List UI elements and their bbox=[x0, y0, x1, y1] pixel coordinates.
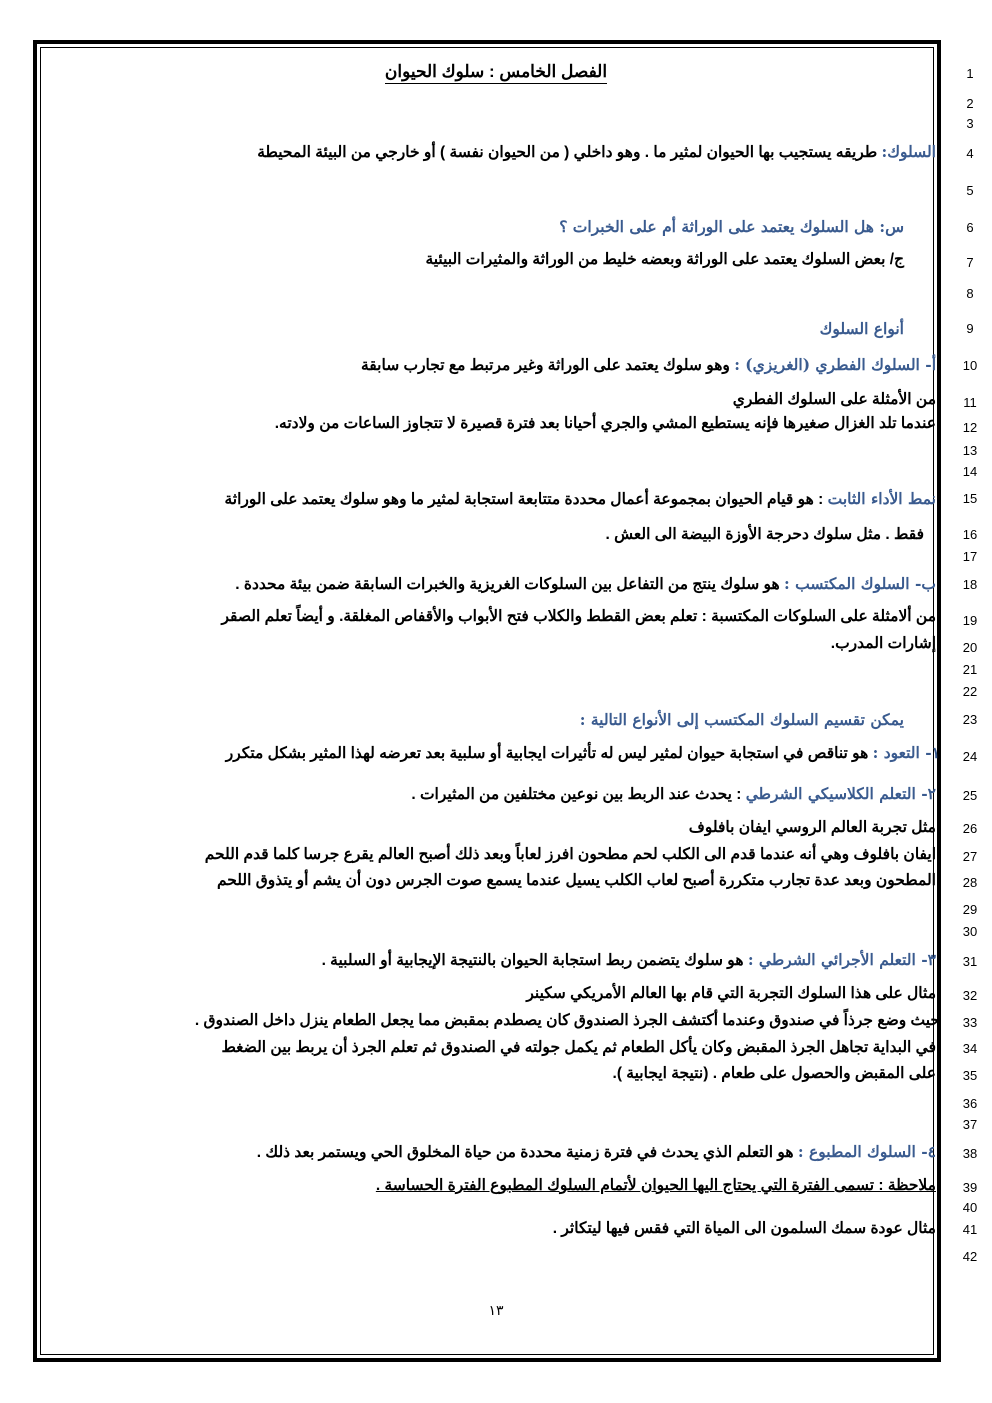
line-number: 4 bbox=[966, 146, 974, 161]
page-number: ١٣ bbox=[488, 1302, 504, 1318]
line-number: 22 bbox=[962, 684, 978, 699]
line-number: 37 bbox=[962, 1117, 978, 1132]
line-number: 35 bbox=[962, 1068, 978, 1083]
fixed-action-text: : هو قيام الحيوان بمجموعة أعمال محددة متتابعة استجابة لمثير ما وهو سلوك يعتمد على الوراثة bbox=[224, 491, 828, 508]
imprinting-text: هو التعلم الذي يحدث في فترة زمنية محددة من حياة المخلوق الحي ويستمر بعد ذلك . bbox=[256, 1144, 798, 1161]
line-number: 38 bbox=[962, 1146, 978, 1161]
classical-example-2: ايفان بافلوف وهي أنه عندما قدم الى الكلب لحم مطحون افرز لعاباً وبعد ذلك أصبح العالم يقرع جرسا كلما قدم اللحم bbox=[204, 846, 936, 863]
line-number: 25 bbox=[962, 788, 978, 803]
acquired-example-1: من ألامثلة على السلوكات المكتسبة : تعلم بعض القطط والكلاب فتح الأبواب والأقفاص المغلقة. و أيضاً تعلم الصقر bbox=[221, 608, 936, 625]
operant-text: هو سلوك يتضمن ربط استجابة الحيوان بالنتيجة الإيجابية أو السلبية . bbox=[321, 952, 748, 969]
acquired-term: ب- السلوك المكتسب : bbox=[784, 574, 936, 593]
behavior-text: طريقه يستجيب بها الحيوان لمثير ما . وهو داخلي ( من الحيوان نفسة ) أو خارجي من البيئة المحيطة bbox=[257, 144, 882, 161]
division-heading bbox=[580, 711, 904, 730]
fixed-action-definition bbox=[224, 490, 936, 509]
line-number: 41 bbox=[962, 1222, 978, 1237]
line-number: 5 bbox=[966, 183, 974, 198]
classical-example-1: مثل تجربة العالم الروسي ايفان بافلوف bbox=[688, 819, 936, 836]
operant-example-4: على المقبض والحصول على طعام . (نتيجة ايجابية ). bbox=[612, 1065, 936, 1082]
line-number: 15 bbox=[962, 491, 978, 506]
line-number: 26 bbox=[962, 821, 978, 836]
line-number: 1 bbox=[966, 66, 974, 81]
operant-term: ٣- التعلم الأجرائي الشرطي : bbox=[747, 950, 936, 969]
types-heading-text: أنواع السلوك bbox=[819, 319, 904, 338]
line-number: 27 bbox=[962, 849, 978, 864]
line-number: 23 bbox=[962, 712, 978, 727]
operant-definition bbox=[322, 951, 936, 970]
line-number: 29 bbox=[962, 902, 978, 917]
innate-term: أ- السلوك الفطري (الغريزي) : bbox=[734, 355, 936, 374]
line-number: 34 bbox=[962, 1041, 978, 1056]
fixed-action-example: فقط . مثل سلوك دحرجة الأوزة البيضة الى العش . bbox=[605, 526, 924, 543]
types-heading bbox=[820, 320, 904, 339]
classical-definition bbox=[411, 785, 936, 804]
line-number: 7 bbox=[966, 255, 974, 270]
habituation-term: ١- التعود : bbox=[872, 743, 940, 762]
imprinting-term: ٤- السلوك المطبوع : bbox=[797, 1142, 936, 1161]
line-number: 30 bbox=[962, 924, 978, 939]
line-number: 11 bbox=[963, 395, 977, 410]
habituation-definition bbox=[226, 744, 940, 763]
line-number: 40 bbox=[962, 1200, 978, 1215]
innate-text: وهو سلوك يعتمد على الوراثة وغير مرتبط مع تجارب سابقة bbox=[361, 357, 735, 374]
line-number: 16 bbox=[962, 527, 978, 542]
innate-example-intro: من الأمثلة على السلوك الفطري bbox=[732, 391, 936, 408]
division-heading-text: يمكن تقسيم السلوك المكتسب إلى الأنواع التالية : bbox=[579, 710, 904, 729]
classical-term: ٢- التعلم الكلاسيكي الشرطي bbox=[745, 784, 936, 803]
question-text: س: هل السلوك يعتمد على الوراثة أم على الخبرات ؟ bbox=[559, 217, 904, 236]
title-separator: : bbox=[484, 62, 500, 81]
line-number: 14 bbox=[962, 464, 978, 479]
line-number: 33 bbox=[962, 1015, 978, 1030]
innate-definition bbox=[361, 356, 936, 375]
acquired-example-2: إشارات المدرب. bbox=[830, 635, 936, 652]
line-number: 24 bbox=[962, 749, 978, 764]
imprinting-example: مثال عودة سمك السلمون الى المياة التي فقس فيها ليتكاثر . bbox=[552, 1220, 936, 1237]
line-number: 10 bbox=[962, 358, 978, 373]
page-title bbox=[0, 62, 992, 82]
imprinting-note: ملاحظة : تسمى الفترة التي يحتاج اليها الحيوان لأتمام السلوك المطبوع الفترة الحساسة . bbox=[375, 1177, 936, 1194]
line-number: 36 bbox=[962, 1096, 978, 1111]
line-number: 17 bbox=[962, 549, 978, 564]
chapter-label: الفصل الخامس bbox=[499, 62, 608, 81]
line-number: 39 bbox=[962, 1180, 978, 1195]
behavior-term: السلوك: bbox=[881, 142, 936, 161]
line-number: 13 bbox=[962, 443, 978, 458]
operant-example-1: مثال على هذا السلوك التجربة التي قام بها العالم الأمريكي سكينر bbox=[526, 985, 936, 1002]
operant-example-2: حيث وضع جرذاً في صندوق وعندما أكتشف الجرذ الصندوق كان يصطدم بمقبض مما يجعل الطعام ينزل داخل الصندوق . bbox=[194, 1012, 940, 1029]
line-number: 18 bbox=[962, 577, 978, 592]
acquired-text: هو سلوك ينتج من التفاعل بين السلوكات الغريزية والخبرات السابقة ضمن بيئة محددة . bbox=[235, 576, 785, 593]
line-number: 3 bbox=[966, 116, 974, 131]
line-number: 8 bbox=[966, 286, 974, 301]
answer: ج/ بعض السلوك يعتمد على الوراثة وبعضه خليط من الوراثة والمثيرات البيئية bbox=[425, 251, 904, 268]
chapter-name: سلوك الحيوان bbox=[384, 62, 485, 81]
classical-text: : يحدث عند الربط بين نوعين مختلفين من المثيرات . bbox=[411, 786, 746, 803]
habituation-text: هو تناقص في استجابة حيوان لمثير ليس له تأثيرات ايجابية أو سلبية بعد تعرضه لهذا المثير بشكل متكرر bbox=[225, 745, 873, 762]
fixed-action-term: نمط الأداء الثابت bbox=[827, 489, 936, 508]
line-number: 9 bbox=[966, 321, 974, 336]
line-number: 28 bbox=[962, 875, 978, 890]
classical-example-3: المطحون وبعد عدة تجارب متكررة أصبح لعاب الكلب يسيل عندما يسمع صوت الجرس دون أن يشم أو يتذوق اللحم bbox=[216, 872, 936, 889]
line-number: 2 bbox=[966, 96, 974, 111]
behavior-definition bbox=[257, 143, 936, 162]
question bbox=[559, 218, 904, 237]
line-number: 12 bbox=[962, 420, 978, 435]
line-number: 6 bbox=[966, 220, 974, 235]
operant-example-3: في البداية تجاهل الجرذ المقبض وكان يأكل الطعام ثم يكمل جولته في الصندوق ثم تعلم الجرذ أن يربط بين الضغط bbox=[221, 1039, 936, 1056]
line-number: 31 bbox=[962, 954, 978, 969]
acquired-definition bbox=[235, 575, 936, 594]
line-number: 19 bbox=[962, 613, 978, 628]
innate-example: عندما تلد الغزال صغيرها فإنه يستطيع المشي والجري أحيانا بعد فترة قصيرة لا تتجاوز الساعات من ولادته. bbox=[274, 415, 936, 432]
line-number: 42 bbox=[962, 1249, 978, 1264]
imprinting-definition bbox=[257, 1143, 936, 1162]
line-number: 20 bbox=[962, 640, 978, 655]
line-number: 21 bbox=[962, 662, 978, 677]
line-number: 32 bbox=[962, 988, 978, 1003]
